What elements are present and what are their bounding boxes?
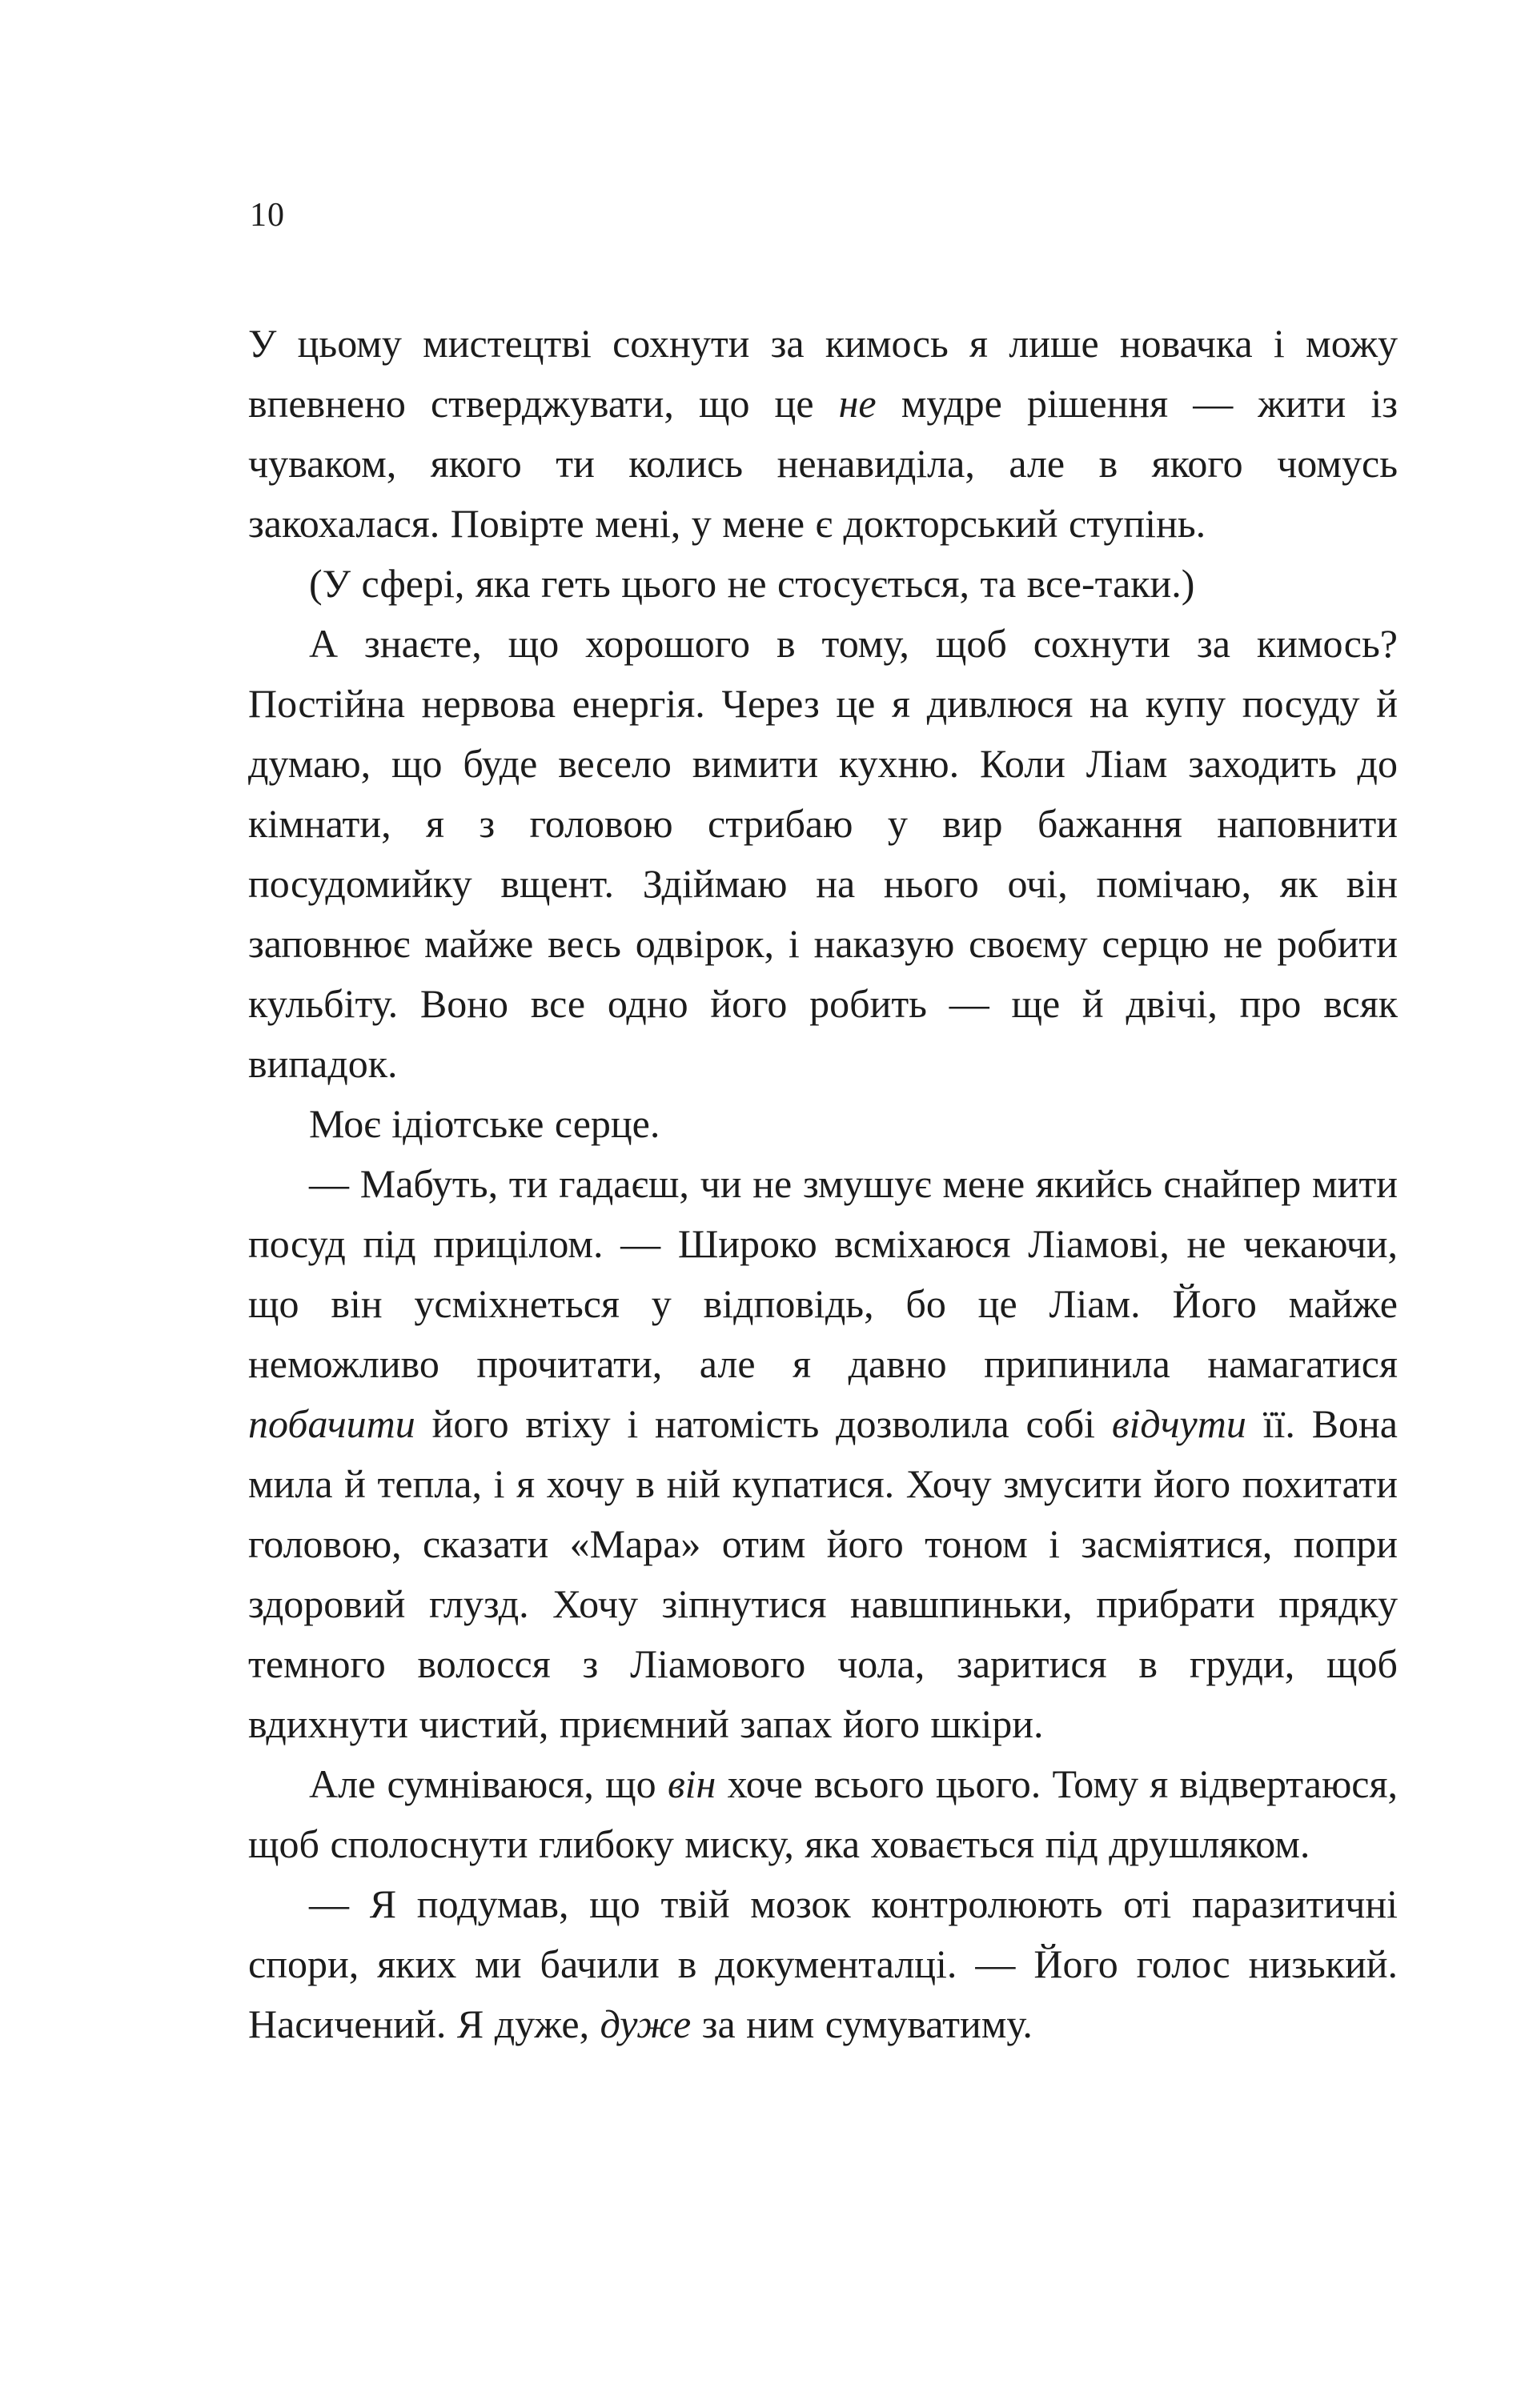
text-segment: Але сумніваюся, що bbox=[309, 1761, 668, 1806]
paragraph bbox=[248, 1154, 1398, 1754]
page-number: 10 bbox=[250, 197, 285, 234]
text-segment: хоче всього цього. Тому я відвертаюся, щоб сполоснути глибоку миску, яка ховається під друшляком. bbox=[248, 1761, 1398, 1866]
text-segment: його втіху і натомість дозволила собі bbox=[415, 1401, 1112, 1446]
text-segment: (У сфері, яка геть цього не стосується, та все-таки.) bbox=[309, 561, 1195, 606]
text-segment: мудре рішення — жити із чуваком, якого ти колись ненавиділа, але в якого чомусь закохалася. Повірте мені, у мене є докторський ступінь. bbox=[248, 381, 1398, 546]
italic-text-segment: він bbox=[667, 1761, 716, 1806]
text-segment: — Я подумав, що твій мозок контролюють оті паразитичні спори, яких ми бачили в документалці. — Його голос низький. Насичений. Я дуже, bbox=[248, 1881, 1398, 2046]
paragraph bbox=[248, 1094, 1398, 1154]
italic-text-segment: побачити bbox=[248, 1401, 415, 1446]
text-segment: — Мабуть, ти гадаєш, чи не змушує мене якийсь снайпер мити посуд під прицілом. — Широко всміхаюся Ліамові, не чекаючи, що він усміхнеться у відповідь, бо це Ліам. Його майже неможливо прочитати, але я давно припинила намагатися bbox=[248, 1161, 1398, 1386]
text-segment: А знаєте, що хорошого в тому, щоб сохнути за кимось? Постійна нервова енергія. Через це я дивлюся на купу посуду й думаю, що буде весело вимити кухню. Коли Ліам заходить до кімнати, я з головою стрибаю у вир бажання наповнити посудомийку вщент. Здіймаю на нього очі, помічаю, як він заповнює майже весь одвірок, і наказую своєму серцю не робити кульбіту. Воно все одно його робить — ще й двічі, про всяк випадок. bbox=[248, 621, 1398, 1086]
italic-text-segment: не bbox=[838, 381, 877, 426]
paragraph bbox=[248, 554, 1398, 614]
text-segment: за ним сумуватиму. bbox=[691, 2001, 1033, 2046]
paragraph bbox=[248, 314, 1398, 554]
text-segment: її. Вона мила й тепла, і я хочу в ній купатися. Хочу змусити його похитати головою, сказати «Мара» отим його тоном і засміятися, попри здоровий глузд. Хочу зіпнутися навшпиньки, прибрати прядку темного волосся з Ліамового чола, заритися в груди, щоб вдихнути чистий, приємний запах його шкіри. bbox=[248, 1401, 1398, 1746]
text-segment: Моє ідіотське серце. bbox=[309, 1101, 660, 1146]
text-block bbox=[248, 314, 1398, 2054]
paragraph bbox=[248, 614, 1398, 1094]
italic-text-segment: дуже bbox=[600, 2001, 692, 2046]
italic-text-segment: відчути bbox=[1111, 1401, 1246, 1446]
paragraph bbox=[248, 1874, 1398, 2054]
text-segment: У цьому мистецтві сохнути за кимось я лише новачка і можу впевнено стверджувати, що це bbox=[248, 321, 1398, 426]
paragraph bbox=[248, 1754, 1398, 1874]
